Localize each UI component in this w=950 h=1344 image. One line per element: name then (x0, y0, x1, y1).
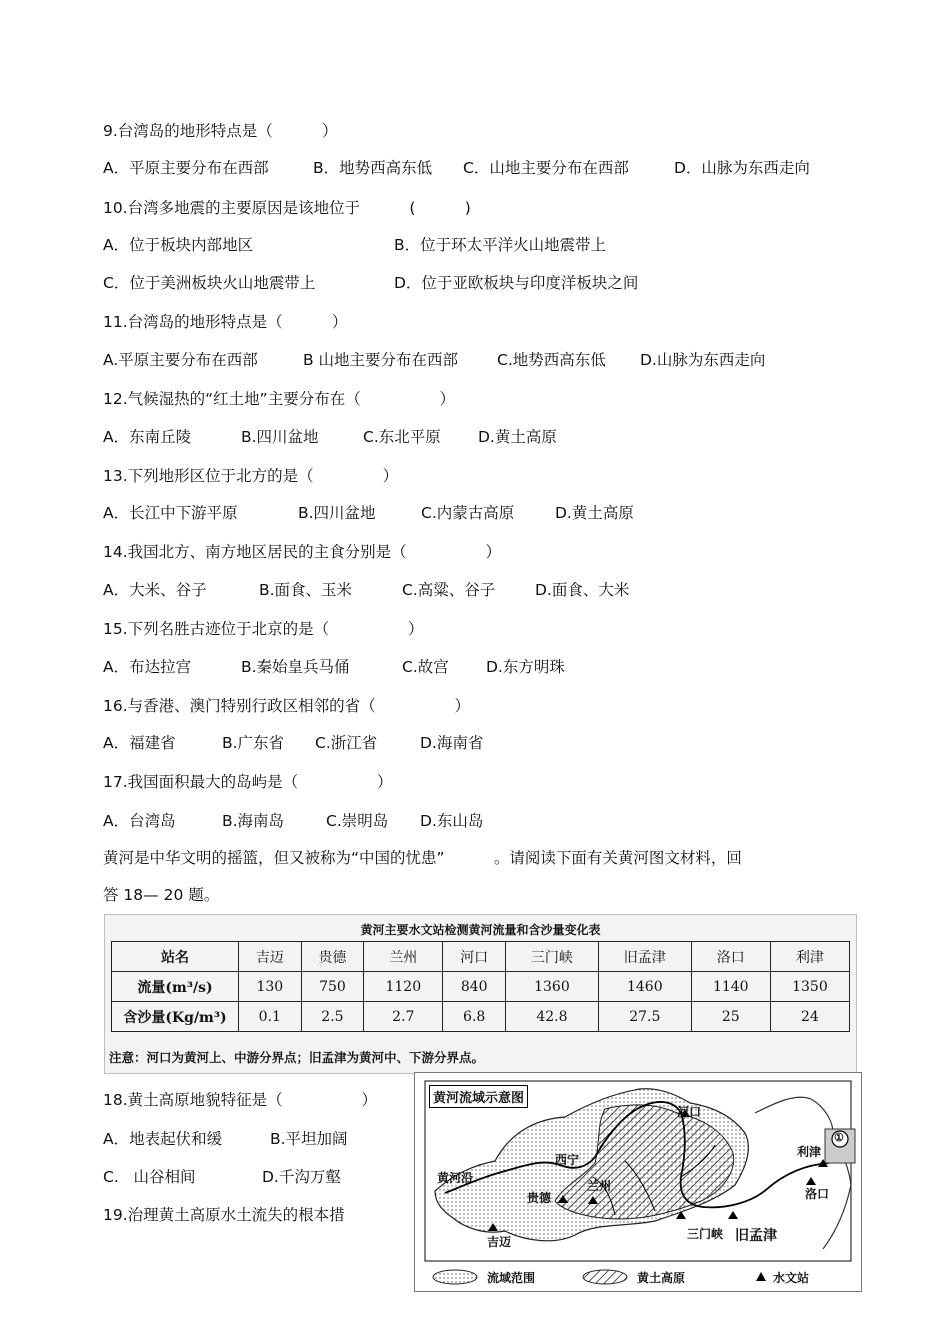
table-cell: 42.8 (506, 1002, 599, 1032)
question-16-option-b: B.广东省 (222, 734, 285, 752)
question-13-option-a: A．长江中下游平原 (103, 504, 238, 522)
intro-line-1: 黄河是中华文明的摇篮，但又被称为“中国的忧患” 。请阅读下面有关黄河图文材料，回 (103, 849, 742, 867)
table-cell: 1140 (691, 972, 770, 1002)
table-header-row (112, 942, 850, 972)
question-18-option-d: D.千沟万壑 (262, 1168, 341, 1186)
table-title: 黄河主要水文站检测黄河流量和含沙量变化表 (360, 923, 601, 937)
intro-line-2: 答 18— 20 题。 (103, 886, 220, 904)
question-12-option-d: D.黄土高原 (478, 428, 557, 446)
station-name: 兰州 (364, 942, 443, 972)
table-cell: 1350 (770, 972, 849, 1002)
table-header-label: 站名 (112, 942, 239, 972)
table-row-sediment (112, 1002, 850, 1032)
hydrology-table (111, 941, 850, 1032)
station-name: 三门峡 (506, 942, 599, 972)
map-label-jimai: 吉迈 (487, 1235, 512, 1249)
station-triangle-luokou (806, 1177, 816, 1185)
table-cell: 24 (770, 1002, 849, 1032)
question-14-stem: 14.我国北方、南方地区居民的主食分别是（ ） (103, 543, 501, 561)
question-12-option-c: C.东北平原 (363, 428, 441, 446)
map-label-huangheyan: 黄河沿 (437, 1171, 474, 1185)
station-name: 利津 (770, 942, 849, 972)
question-17-stem: 17.我国面积最大的岛屿是（ ） (103, 773, 393, 791)
map-label-luokou: 洛口 (805, 1187, 830, 1201)
question-11-option-b: B 山地主要分布在西部 (303, 351, 459, 369)
question-12-option-b: B.四川盆地 (241, 428, 319, 446)
question-13-option-d: D.黄土高原 (555, 504, 634, 522)
question-17-option-b: B.海南岛 (222, 812, 285, 830)
question-9-option-d: D．山脉为东西走向 (674, 159, 810, 177)
table-cell: 130 (239, 972, 302, 1002)
question-13-option-b: B.四川盆地 (298, 504, 376, 522)
question-16-option-d: D.海南省 (420, 734, 484, 752)
legend-basin-swatch (433, 1270, 477, 1284)
legend-label-station: 水文站 (773, 1271, 810, 1285)
table-cell: 2.7 (364, 1002, 443, 1032)
question-14-option-a: A．大米、谷子 (103, 581, 207, 599)
question-14-option-d: D.面食、大米 (535, 581, 630, 599)
question-16-option-a: A．福建省 (103, 734, 176, 752)
question-10-option-b: B．位于环太平洋火山地震带上 (394, 236, 607, 254)
row-label-flow: 流量(m³/s) (112, 972, 239, 1002)
question-9-option-b: B．地势西高东低 (313, 159, 433, 177)
map-label-circle: ① (834, 1131, 844, 1144)
question-10-stem: 10.台湾多地震的主要原因是该地位于 ( ) (103, 199, 471, 217)
question-16-option-c: C.浙江省 (315, 734, 378, 752)
table-cell: 25 (691, 1002, 770, 1032)
row-label-sediment: 含沙量(Kg/m³) (112, 1002, 239, 1032)
question-10-option-d: D．位于亚欧板块与印度洋板块之间 (394, 274, 639, 292)
question-9-option-c: C．山地主要分布在西部 (463, 159, 629, 177)
table-cell: 840 (443, 972, 506, 1002)
question-11-option-d: D.山脉为东西走向 (640, 351, 766, 369)
question-10-option-c: C．位于美洲板块火山地震带上 (103, 274, 316, 292)
question-9-stem: 9.台湾岛的地形特点是（ ） (103, 122, 338, 140)
map-label-guide: 贵德 (527, 1191, 552, 1205)
question-11-stem: 11.台湾岛的地形特点是（ ） (103, 313, 348, 331)
question-11-option-c: C.地势西高东低 (497, 351, 606, 369)
question-18-option-a: A．地表起伏和缓 (103, 1130, 223, 1148)
question-17-option-a: A．台湾岛 (103, 812, 176, 830)
question-14-option-c: C.高粱、谷子 (402, 581, 496, 599)
map-label-hekou: 河口 (677, 1105, 702, 1119)
station-name: 河口 (443, 942, 506, 972)
table-cell: 6.8 (443, 1002, 506, 1032)
question-9-option-a: A．平原主要分布在西部 (103, 159, 269, 177)
question-18-stem: 18.黄土高原地貌特征是（ ） (103, 1091, 377, 1109)
legend-label-basin: 流域范围 (487, 1271, 536, 1285)
map-label-jiumengjin: 旧孟津 (735, 1228, 777, 1244)
legend-station-triangle (756, 1272, 766, 1281)
table-cell: 1120 (364, 972, 443, 1002)
question-18-option-b: B.平坦加阔 (270, 1130, 348, 1148)
table-note: 注意：河口为黄河上、中游分界点；旧孟津为黄河中、下游分界点。 (109, 1050, 485, 1065)
station-name: 洛口 (691, 942, 770, 972)
hydrology-table-figure (104, 914, 857, 1074)
question-10-option-a: A．位于板块内部地区 (103, 236, 254, 254)
table-row-flow (112, 972, 850, 1002)
question-17-option-d: D.东山岛 (420, 812, 484, 830)
map-title: 黄河流域示意图 (429, 1085, 528, 1108)
table-cell: 750 (301, 972, 364, 1002)
question-15-option-d: D.东方明珠 (486, 658, 565, 676)
question-16-stem: 16.与香港、澳门特别行政区相邻的省（ ） (103, 697, 470, 715)
question-15-option-b: B.秦始皇兵马俑 (241, 658, 350, 676)
question-15-option-a: A．布达拉宫 (103, 658, 192, 676)
question-18-option-c: C. 山谷相间 (103, 1168, 196, 1186)
table-cell: 1360 (506, 972, 599, 1002)
legend-loess-swatch (583, 1270, 627, 1284)
map-label-lijin: 利津 (797, 1145, 822, 1159)
map-label-sanmenxia: 三门峡 (687, 1227, 724, 1241)
question-19-stem: 19.治理黄土高原水土流失的根本措 (103, 1206, 345, 1224)
station-name: 贵德 (301, 942, 364, 972)
legend-label-loess: 黄土高原 (637, 1271, 686, 1285)
question-12-stem: 12.气候湿热的“红土地”主要分布在（ ） (103, 390, 456, 408)
station-triangle-jiumengjin (728, 1211, 738, 1219)
table-cell: 27.5 (598, 1002, 691, 1032)
question-13-option-c: C.内蒙古高原 (421, 504, 515, 522)
question-15-option-c: C.故宫 (402, 658, 449, 676)
map-label-lanzhou: 兰州 (587, 1179, 612, 1193)
question-15-stem: 15.下列名胜古迹位于北京的是（ ） (103, 620, 424, 638)
table-cell: 1460 (598, 972, 691, 1002)
station-name: 旧孟津 (598, 942, 691, 972)
station-name: 吉迈 (239, 942, 302, 972)
yellow-river-basin-map (414, 1072, 862, 1292)
question-11-option-a: A.平原主要分布在西部 (103, 351, 258, 369)
question-14-option-b: B.面食、玉米 (259, 581, 353, 599)
question-13-stem: 13.下列地形区位于北方的是（ ） (103, 467, 399, 485)
map-label-xining: 西宁 (555, 1153, 580, 1167)
question-12-option-a: A．东南丘陵 (103, 428, 192, 446)
table-cell: 0.1 (239, 1002, 302, 1032)
question-17-option-c: C.崇明岛 (326, 812, 389, 830)
table-cell: 2.5 (301, 1002, 364, 1032)
